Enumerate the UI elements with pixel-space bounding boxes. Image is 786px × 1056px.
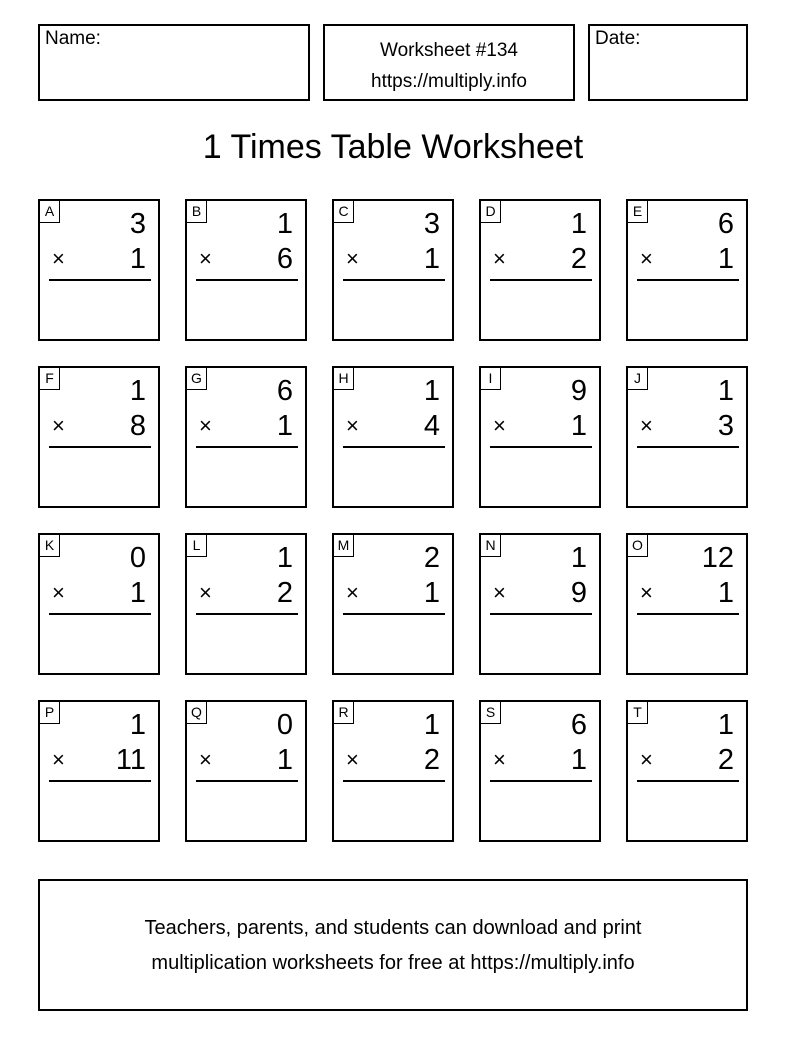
multiplier: 1 (570, 410, 587, 442)
footer-note (38, 879, 748, 1011)
problem-letter: S (481, 702, 501, 724)
multiplier: 1 (717, 577, 734, 609)
multiplicand: 1 (717, 375, 734, 407)
answer-line (490, 279, 592, 281)
times-sign: × (52, 246, 65, 271)
problem-letter: J (628, 368, 648, 390)
multiplier: 3 (717, 410, 734, 442)
multiplicand: 6 (570, 709, 587, 741)
multiplier: 2 (276, 577, 293, 609)
multiplicand: 2 (423, 542, 440, 574)
multiplier: 6 (276, 243, 293, 275)
problem-card[interactable] (626, 700, 748, 842)
answer-line (490, 446, 592, 448)
multiplier: 8 (129, 410, 146, 442)
times-sign: × (346, 246, 359, 271)
problem-card[interactable] (479, 366, 601, 508)
times-sign: × (493, 413, 506, 438)
problem-card[interactable] (38, 366, 160, 508)
problem-card[interactable] (38, 700, 160, 842)
multiplier: 2 (717, 744, 734, 776)
multiplicand: 1 (129, 375, 146, 407)
problem-letter: K (40, 535, 60, 557)
multiplicand: 1 (276, 542, 293, 574)
multiplier: 2 (570, 243, 587, 275)
multiplicand: 12 (701, 542, 734, 574)
problem-card[interactable] (185, 199, 307, 341)
worksheet-info-box (323, 24, 575, 101)
answer-line (637, 279, 739, 281)
answer-line (343, 279, 445, 281)
problem-card[interactable] (626, 366, 748, 508)
multiplicand: 1 (570, 208, 587, 240)
times-sign: × (346, 413, 359, 438)
problem-card[interactable] (332, 533, 454, 675)
multiplicand: 1 (423, 375, 440, 407)
multiplicand: 1 (570, 542, 587, 574)
date-label: Date: (595, 28, 641, 49)
multiplicand: 6 (717, 208, 734, 240)
times-sign: × (640, 413, 653, 438)
times-sign: × (52, 413, 65, 438)
worksheet-number: Worksheet #134 (379, 40, 518, 61)
problem-card[interactable] (38, 533, 160, 675)
times-sign: × (493, 246, 506, 271)
problem-card[interactable] (332, 366, 454, 508)
multiplier: 1 (423, 577, 440, 609)
name-label: Name: (45, 28, 101, 49)
times-sign: × (199, 246, 212, 271)
answer-line (49, 780, 151, 782)
problem-letter: M (334, 535, 354, 557)
times-sign: × (199, 413, 212, 438)
problem-letter: F (40, 368, 60, 390)
problem-letter: O (628, 535, 648, 557)
problem-card[interactable] (626, 533, 748, 675)
page-title: 1 Times Table Worksheet (202, 128, 584, 166)
multiplier: 1 (276, 410, 293, 442)
answer-line (490, 613, 592, 615)
problem-card[interactable] (626, 199, 748, 341)
multiplier: 11 (115, 744, 146, 776)
multiplicand: 1 (717, 709, 734, 741)
answer-line (637, 613, 739, 615)
answer-line (490, 780, 592, 782)
problem-card[interactable] (332, 700, 454, 842)
problem-letter: H (334, 368, 354, 390)
answer-line (343, 613, 445, 615)
problem-card[interactable] (185, 700, 307, 842)
multiplier: 2 (423, 744, 440, 776)
multiplier: 1 (276, 744, 293, 776)
answer-line (49, 279, 151, 281)
multiplier: 1 (717, 243, 734, 275)
name-field-box[interactable] (38, 24, 310, 101)
multiplier: 9 (570, 577, 587, 609)
answer-line (637, 446, 739, 448)
answer-line (637, 780, 739, 782)
problem-card[interactable] (185, 533, 307, 675)
answer-line (196, 613, 298, 615)
problem-letter: E (628, 201, 648, 223)
problem-letter: Q (187, 702, 207, 724)
problem-letter: B (187, 201, 207, 223)
answer-line (196, 279, 298, 281)
multiplicand: 1 (129, 709, 146, 741)
times-sign: × (199, 580, 212, 605)
problem-card[interactable] (185, 366, 307, 508)
answer-line (49, 446, 151, 448)
times-sign: × (199, 747, 212, 772)
times-sign: × (640, 747, 653, 772)
problem-card[interactable] (479, 700, 601, 842)
times-sign: × (346, 580, 359, 605)
problem-letter: I (481, 368, 501, 390)
multiplicand: 3 (129, 208, 146, 240)
multiplicand: 0 (129, 542, 146, 574)
multiplicand: 6 (276, 375, 293, 407)
problem-letter: T (628, 702, 648, 724)
problem-letter: C (334, 201, 354, 223)
answer-line (49, 613, 151, 615)
answer-line (196, 780, 298, 782)
times-sign: × (493, 747, 506, 772)
times-sign: × (640, 580, 653, 605)
multiplicand: 9 (570, 375, 587, 407)
problem-letter: G (187, 368, 207, 390)
problem-card[interactable] (479, 199, 601, 341)
problem-card[interactable] (479, 533, 601, 675)
footer-line-1: Teachers, parents, and students can download and print (144, 917, 642, 939)
multiplier: 4 (423, 410, 440, 442)
problem-letter: L (187, 535, 207, 557)
multiplicand: 3 (423, 208, 440, 240)
multiplicand: 1 (423, 709, 440, 741)
problem-letter: D (481, 201, 501, 223)
multiplicand: 0 (276, 709, 293, 741)
times-sign: × (52, 747, 65, 772)
multiplier: 1 (570, 744, 587, 776)
answer-line (196, 446, 298, 448)
problem-letter: R (334, 702, 354, 724)
answer-line (343, 780, 445, 782)
times-sign: × (346, 747, 359, 772)
multiplicand: 1 (276, 208, 293, 240)
problem-letter: A (40, 201, 60, 223)
multiplier: 1 (423, 243, 440, 275)
times-sign: × (52, 580, 65, 605)
footer-line-2: multiplication worksheets for free at https://multiply.info (151, 952, 635, 974)
multiplier: 1 (129, 577, 146, 609)
times-sign: × (493, 580, 506, 605)
multiplier: 1 (129, 243, 146, 275)
problem-letter: P (40, 702, 60, 724)
worksheet-url: https://multiply.info (371, 71, 527, 92)
problem-letter: N (481, 535, 501, 557)
date-field-box[interactable] (588, 24, 748, 101)
answer-line (343, 446, 445, 448)
problem-card[interactable] (38, 199, 160, 341)
problem-card[interactable] (332, 199, 454, 341)
times-sign: × (640, 246, 653, 271)
